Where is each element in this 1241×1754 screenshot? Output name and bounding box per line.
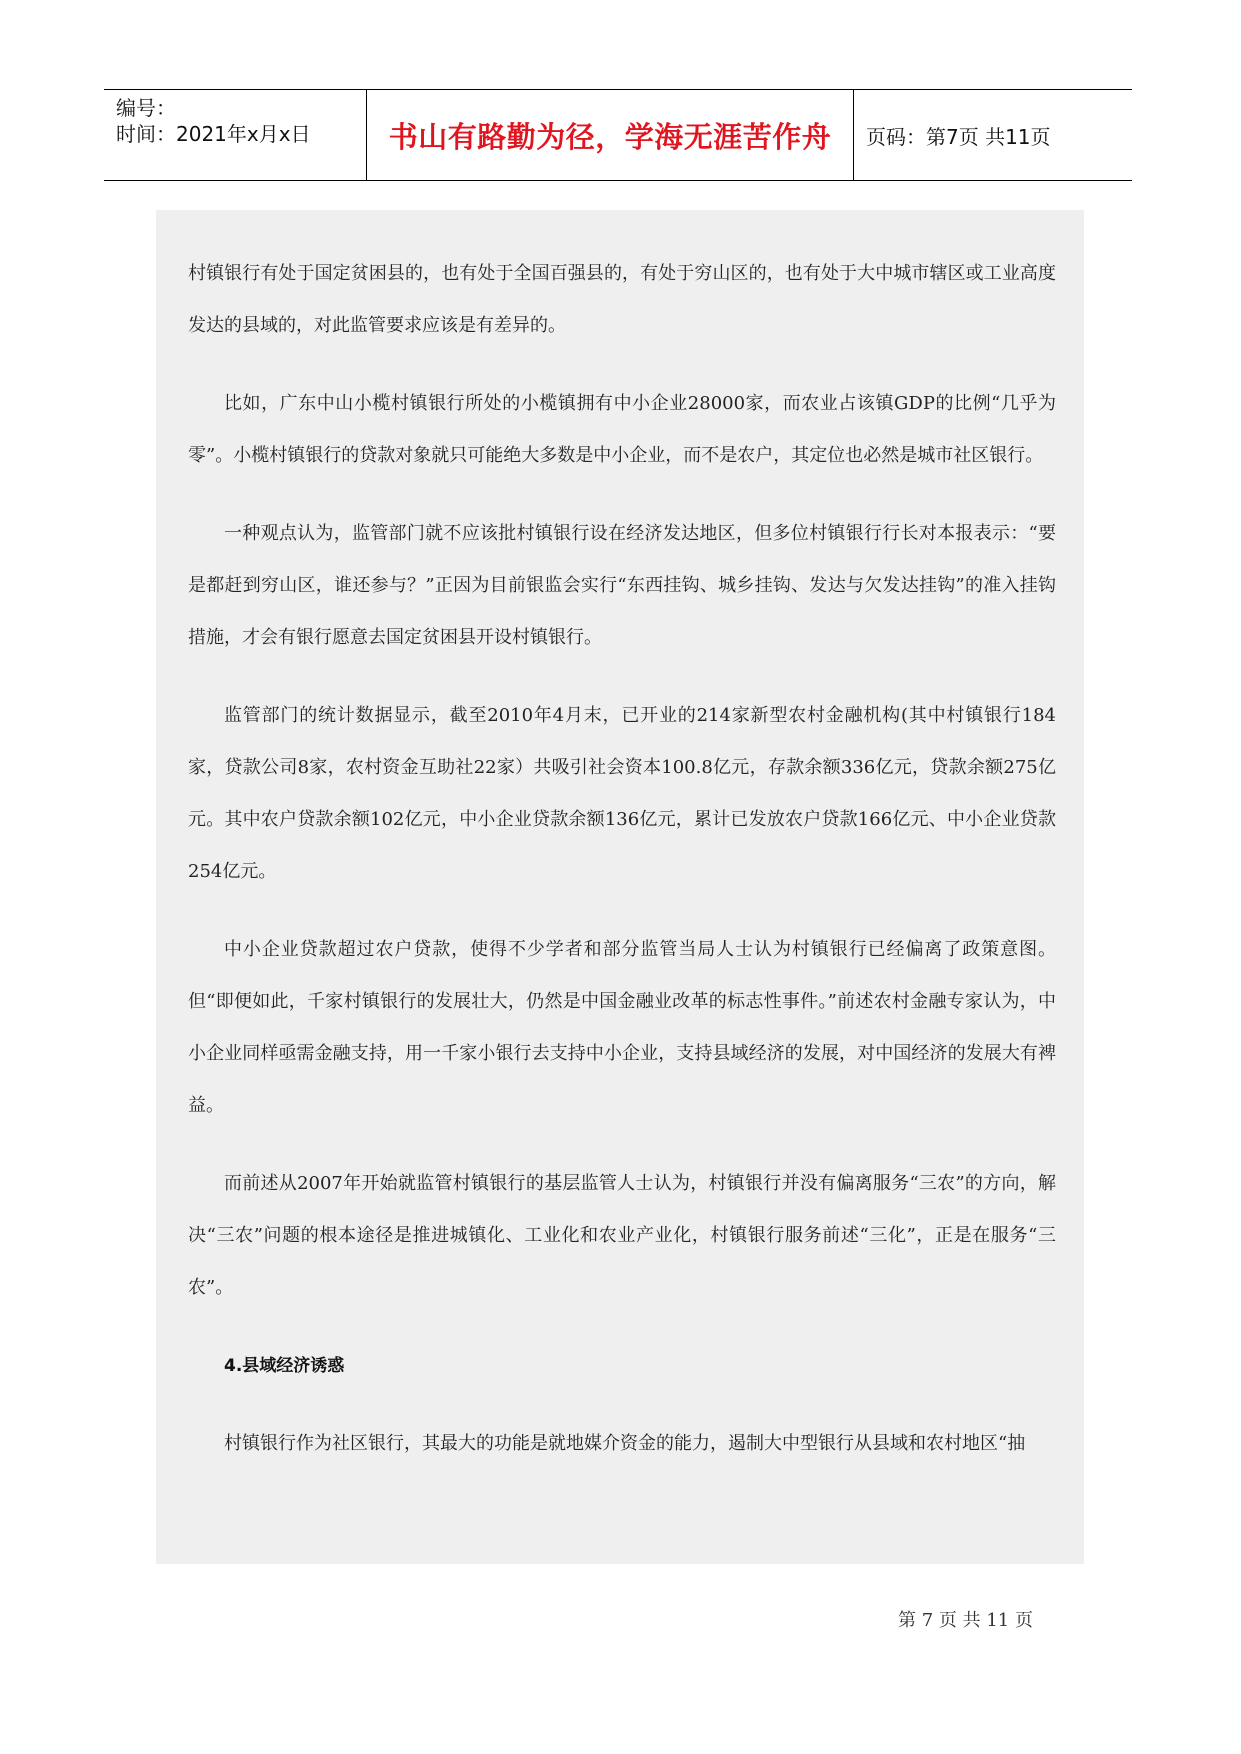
section-heading: 4.县域经济诱惑: [224, 1356, 345, 1376]
motto-text: 书山有路勤为径，学海无涯苦作舟: [388, 119, 832, 154]
paragraph: 村镇银行有处于国定贫困县的，也有处于全国百强县的，有处于穷山区的，也有处于大中城市辖区或工业高度发达的县域的，对此监管要求应该是有差异的。: [188, 263, 1056, 336]
number-label: 编号：: [116, 96, 176, 120]
header-page-cell: [854, 90, 1132, 180]
paragraph: 一种观点认为，监管部门就不应该批村镇银行设在经济发达地区，但多位村镇银行行长对本报表示：“要是都赶到穷山区，谁还参与？”正因为目前银监会实行“东西挂钩、城乡挂钩、发达与欠发达挂钩”的准入挂钩措施，才会有银行愿意去国定贫困县开设村镇银行。: [188, 523, 1056, 648]
header-motto-cell: [367, 90, 854, 180]
page-footer: 第 7 页 共 11 页: [898, 1610, 1033, 1631]
paragraph: 村镇银行作为社区银行，其最大的功能是就地媒介资金的能力，遏制大中型银行从县域和农村地区“抽: [224, 1433, 1026, 1454]
paragraph: 而前述从2007年开始就监管村镇银行的基层监管人士认为，村镇银行并没有偏离服务“三农”的方向，解决“三农”问题的根本途径是推进城镇化、工业化和农业产业化，村镇银行服务前述“三化”，正是在服务“三农”。: [188, 1173, 1056, 1298]
paragraph: 中小企业贷款超过农户贷款，使得不少学者和部分监管当局人士认为村镇银行已经偏离了政策意图。但“即便如此，千家村镇银行的发展壮大，仍然是中国金融业改革的标志性事件。”前述农村金融专家认为，中小企业同样亟需金融支持，用一千家小银行去支持中小企业，支持县域经济的发展，对中国经济的发展大有裨益。: [188, 939, 1056, 1116]
header-info-cell: [104, 90, 367, 180]
document-body: [188, 248, 1056, 1496]
time-label: 时间：2021年x月x日: [116, 122, 311, 146]
document-header: [104, 89, 1132, 181]
paragraph: 比如，广东中山小榄村镇银行所处的小榄镇拥有中小企业28000家，而农业占该镇GDP的比例“几乎为零”。小榄村镇银行的贷款对象就只可能绝大多数是中小企业，而不是农户，其定位也必然是城市社区银行。: [188, 393, 1056, 466]
page-code: 页码：第7页 共11页: [866, 124, 1051, 149]
paragraph: 监管部门的统计数据显示，截至2010年4月末，已开业的214家新型农村金融机构(其中村镇银行184家，贷款公司8家，农村资金互助社22家）共吸引社会资本100.8亿元，存款余额336亿元，贷款余额275亿元。其中农户贷款余额102亿元，中小企业贷款余额136亿元，累计已发放农户贷款166亿元、中小企业贷款254亿元。: [188, 705, 1056, 882]
